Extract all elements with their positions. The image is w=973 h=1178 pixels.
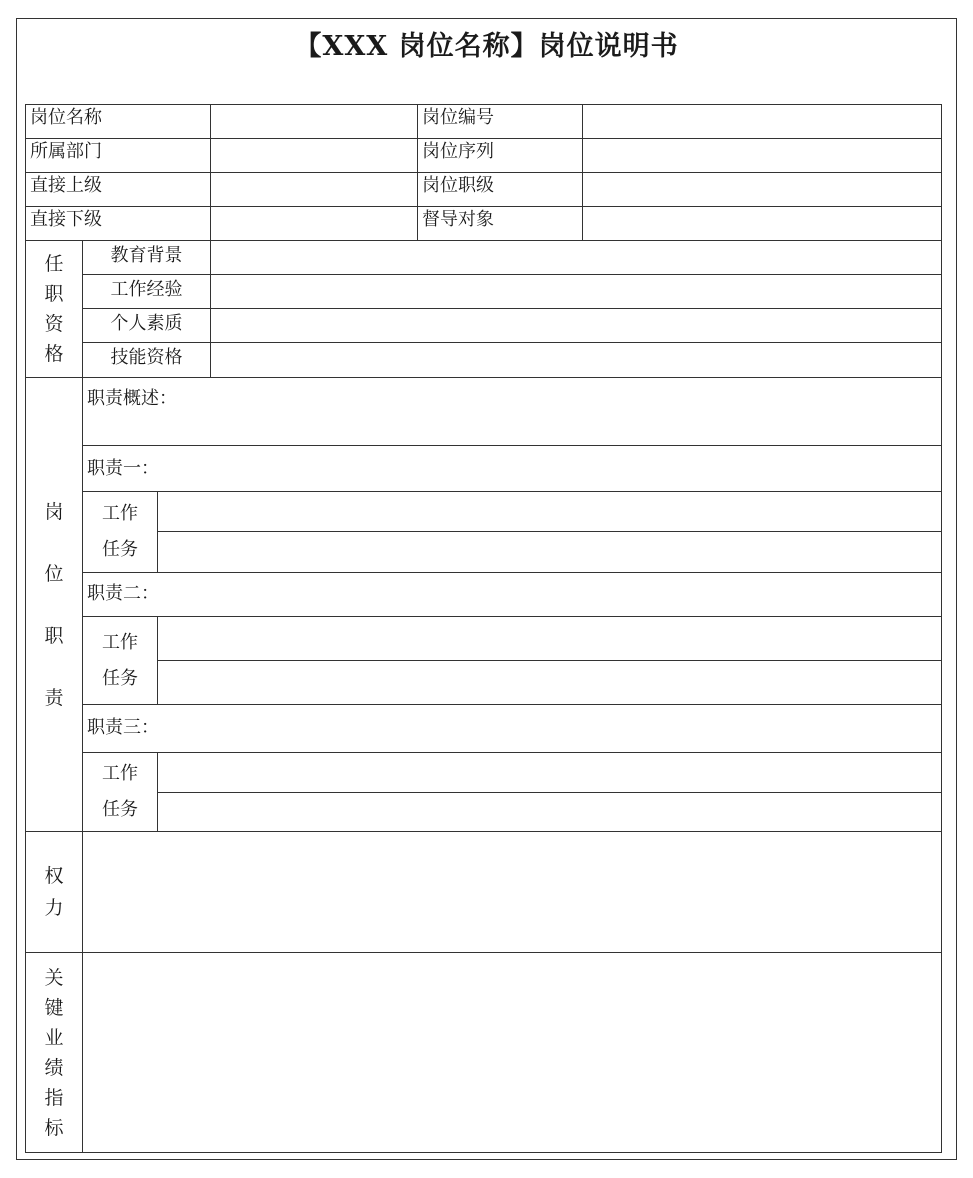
field-personal-quality[interactable] — [210, 308, 942, 343]
field-skill-qualification[interactable] — [210, 342, 942, 378]
field-direct-subordinate[interactable] — [210, 206, 418, 241]
duty-2-task-field-1[interactable] — [157, 616, 942, 661]
label-skill-qualification: 技能资格 — [82, 342, 211, 378]
duty-3-task-field-1[interactable] — [157, 752, 942, 793]
duty-3-task-field-2[interactable] — [157, 792, 942, 832]
duty-3-label: 职责三： — [82, 704, 942, 753]
label-position-code: 岗位编号 — [417, 104, 583, 139]
field-position-code[interactable] — [582, 104, 942, 139]
duty-3-task-label: 工作 任务 — [82, 752, 158, 832]
field-position-grade[interactable] — [582, 172, 942, 207]
authority-section-label: 权 力 — [25, 831, 83, 953]
duty-1-label: 职责一： — [82, 445, 942, 492]
label-department: 所属部门 — [25, 138, 211, 173]
label-direct-superior: 直接上级 — [25, 172, 211, 207]
field-supervision-target[interactable] — [582, 206, 942, 241]
field-department[interactable] — [210, 138, 418, 173]
field-education[interactable] — [210, 240, 942, 275]
label-supervision-target: 督导对象 — [417, 206, 583, 241]
label-personal-quality: 个人素质 — [82, 308, 211, 343]
duty-2-label: 职责二： — [82, 572, 942, 617]
duty-2-task-field-2[interactable] — [157, 660, 942, 705]
duty-1-task-field-1[interactable] — [157, 491, 942, 532]
field-position-series[interactable] — [582, 138, 942, 173]
duties-section-label: 岗 位 职 责 — [25, 377, 83, 832]
label-education: 教育背景 — [82, 240, 211, 275]
label-position-grade: 岗位职级 — [417, 172, 583, 207]
field-position-name[interactable] — [210, 104, 418, 139]
qualifications-section-label: 任 职 资 格 — [25, 240, 83, 378]
kpi-section-label: 关 键 业 绩 指 标 — [25, 952, 83, 1153]
kpi-field[interactable] — [82, 952, 942, 1153]
duty-1-task-label: 工作 任务 — [82, 491, 158, 573]
document-title: 【XXX 岗位名称】岗位说明书 — [294, 31, 679, 62]
duty-overview[interactable]: 职责概述： — [82, 377, 942, 446]
label-position-series: 岗位序列 — [417, 138, 583, 173]
duty-1-task-field-2[interactable] — [157, 531, 942, 573]
label-direct-subordinate: 直接下级 — [25, 206, 211, 241]
field-direct-superior[interactable] — [210, 172, 418, 207]
duty-2-task-label: 工作 任务 — [82, 616, 158, 705]
label-position-name: 岗位名称 — [25, 104, 211, 139]
label-work-experience: 工作经验 — [82, 274, 211, 309]
field-work-experience[interactable] — [210, 274, 942, 309]
authority-field[interactable] — [82, 831, 942, 953]
